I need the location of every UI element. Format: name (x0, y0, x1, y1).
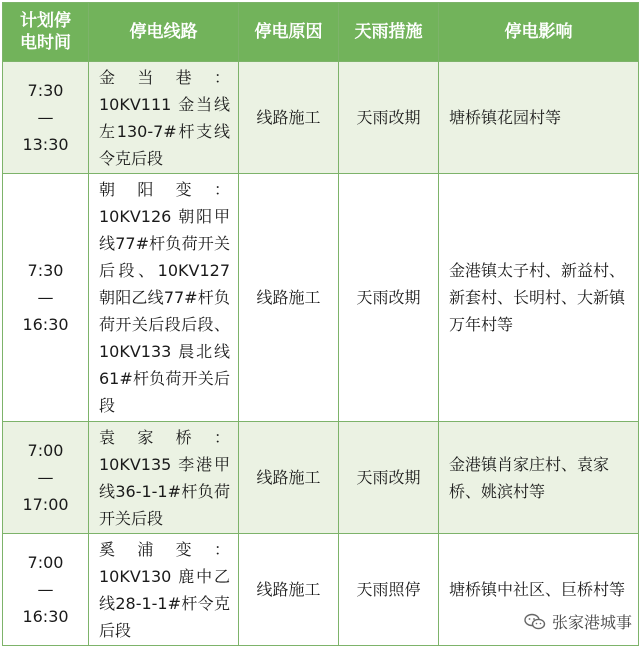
header-time: 计划停电时间 (3, 3, 89, 62)
time-cell (3, 534, 89, 646)
header-row (3, 3, 639, 62)
measure-cell: 天雨改期 (339, 174, 439, 422)
table-row (3, 62, 639, 174)
time-cell (3, 62, 89, 174)
time-dash: — (37, 108, 54, 127)
header-measure: 天雨措施 (339, 3, 439, 62)
end-time: 16:30 (22, 607, 69, 626)
header-cause: 停电原因 (239, 3, 339, 62)
impact-cell: 塘桥镇中社区、巨桥村等 (439, 534, 639, 646)
time-dash: — (37, 468, 54, 487)
time-cell (3, 422, 89, 534)
watermark-text: 张家港城事 (551, 613, 632, 632)
measure-cell: 天雨改期 (339, 62, 439, 174)
wechat-icon (524, 613, 546, 631)
outage-schedule-table (2, 2, 639, 646)
impact-cell: 金港镇肖家庄村、袁家桥、姚滨村等 (439, 422, 639, 534)
end-time: 16:30 (22, 315, 69, 334)
impact-cell: 塘桥镇花园村等 (439, 62, 639, 174)
start-time: 7:30 (27, 81, 64, 100)
cause-cell: 线路施工 (239, 534, 339, 646)
impact-cell: 金港镇太子村、新益村、新套村、长明村、大新镇万年村等 (439, 174, 639, 422)
time-cell (3, 174, 89, 422)
line-cell: 袁家桥：10KV135 李港甲线36-1-1#杆负荷开关后段 (89, 422, 239, 534)
measure-cell: 天雨改期 (339, 422, 439, 534)
time-dash: — (37, 288, 54, 307)
measure-cell: 天雨照停 (339, 534, 439, 646)
table-row (3, 174, 639, 422)
cause-cell: 线路施工 (239, 422, 339, 534)
watermark (524, 610, 632, 633)
end-time: 17:00 (22, 495, 69, 514)
header-line: 停电线路 (89, 3, 239, 62)
line-cell: 奚浦变：10KV130 鹿中乙线28-1-1#杆令克后段 (89, 534, 239, 646)
start-time: 7:30 (27, 261, 64, 280)
time-dash: — (37, 580, 54, 599)
cause-cell: 线路施工 (239, 62, 339, 174)
end-time: 13:30 (22, 135, 69, 154)
cause-cell: 线路施工 (239, 174, 339, 422)
start-time: 7:00 (27, 553, 64, 572)
start-time: 7:00 (27, 441, 64, 460)
table-row (3, 422, 639, 534)
header-impact: 停电影响 (439, 3, 639, 62)
line-cell: 金当巷：10KV111 金当线左130-7#杆支线令克后段 (89, 62, 239, 174)
line-cell: 朝阳变：10KV126 朝阳甲线77#杆负荷开关后段、10KV127 朝阳乙线77#杆负荷开关后段后段、10KV133 晨北线61#杆负荷开关后段 (89, 174, 239, 422)
